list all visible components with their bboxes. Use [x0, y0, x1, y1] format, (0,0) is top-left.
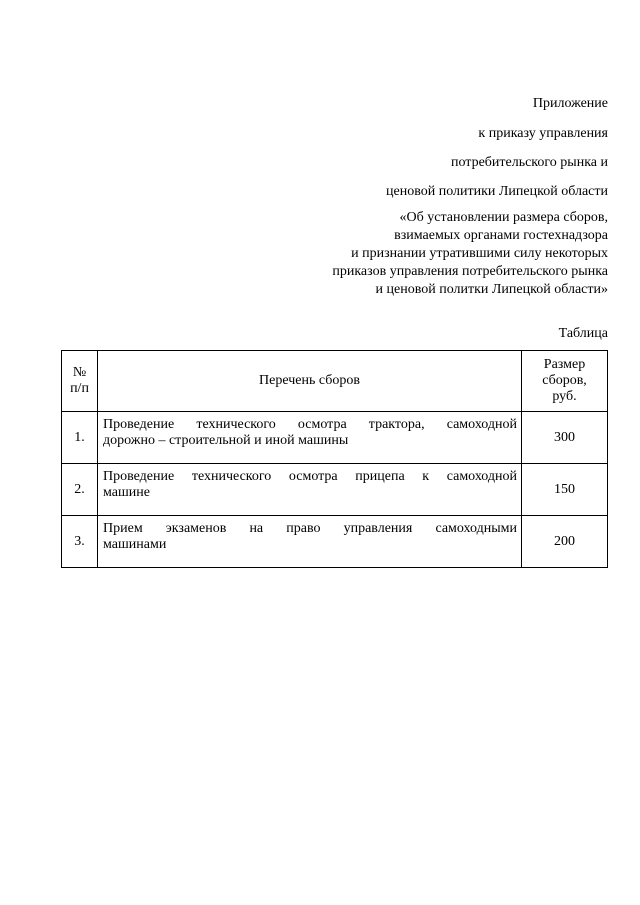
order-subject-line: взимаемых органами гостехнадзора [394, 228, 608, 243]
row-number: 2. [62, 464, 98, 516]
row-fee-size: 150 [522, 464, 608, 516]
appendix-department-line: потребительского рынка и [450, 155, 608, 170]
header-fee-size [522, 351, 608, 412]
row-number: 1. [62, 412, 98, 464]
row-fee-name [98, 412, 522, 464]
row-fee-size: 300 [522, 412, 608, 464]
header-number-line: № [72, 365, 87, 380]
appendix-title: Приложение [532, 96, 608, 111]
header-number-line: п/п [70, 381, 89, 396]
fees-table [61, 350, 608, 568]
row-fee-size: 200 [522, 516, 608, 568]
fee-name-line: Проведение технического осмотра трактора, самоходной [103, 417, 517, 432]
fee-name-line: машине [103, 485, 150, 500]
order-subject-line: приказов управления потребительского рынка [332, 264, 608, 279]
header-number [62, 351, 98, 412]
fee-name-line: Прием экзаменов на право управления самоходными [103, 521, 517, 536]
appendix-region-line: ценовой политики Липецкой области [386, 184, 608, 199]
row-fee-name [98, 464, 522, 516]
fee-name-line: Проведение технического осмотра прицепа к самоходной [103, 469, 517, 484]
table-row [62, 516, 608, 568]
header-size-line: сборов, [542, 373, 587, 388]
order-subject-line: и ценовой политки Липецкой области» [375, 282, 608, 297]
row-fee-name [98, 516, 522, 568]
fee-name-line: дорожно – строительной и иной машины [103, 433, 349, 448]
header-size-line: руб. [552, 389, 577, 404]
row-number: 3. [62, 516, 98, 568]
table-label: Таблица [558, 326, 608, 341]
table-header-row [62, 351, 608, 412]
header-fee-list: Перечень сборов [98, 351, 522, 412]
fee-name-line: машинами [103, 537, 167, 552]
order-subject-line: и признании утратившими силу некоторых [351, 246, 608, 261]
order-subject-line: «Об установлении размера сборов, [399, 210, 608, 225]
table-row [62, 464, 608, 516]
order-subject [332, 209, 608, 299]
table-row [62, 412, 608, 464]
appendix-order-line: к приказу управления [478, 126, 608, 141]
header-size-line: Размер [543, 357, 586, 372]
